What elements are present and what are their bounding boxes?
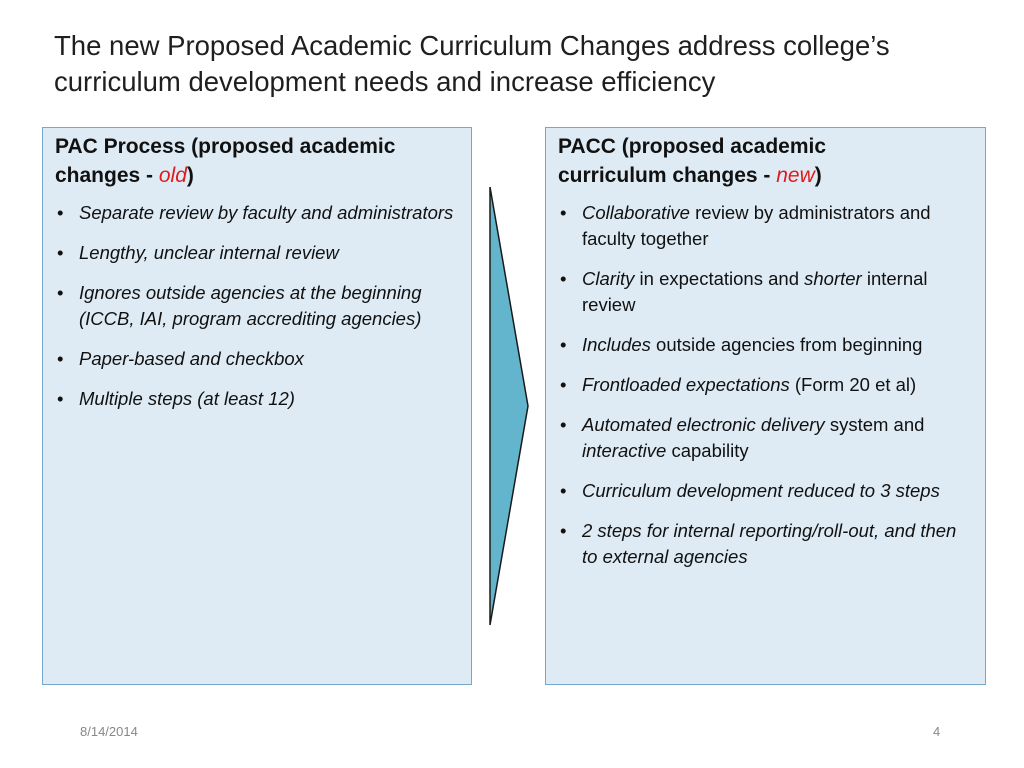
- item-emphasis: shorter: [804, 268, 862, 289]
- arrow-shape: [490, 187, 528, 625]
- item-emphasis: Frontloaded expectations: [582, 374, 790, 395]
- item-emphasis: interactive: [582, 440, 667, 461]
- item-text: internal review: [582, 268, 928, 315]
- footer-date: 8/14/2014: [80, 724, 138, 739]
- new-heading-prefix: curriculum changes -: [558, 164, 777, 187]
- old-heading-prefix: changes -: [55, 164, 159, 187]
- page-number: 4: [933, 724, 941, 739]
- item-emphasis: Curriculum development reduced to 3 steps: [582, 480, 940, 501]
- list-item: • Separate review by faculty and administrators: [55, 200, 457, 226]
- new-heading-line-1: PACC (proposed academic: [558, 135, 827, 158]
- new-heading-suffix: ): [814, 164, 822, 187]
- list-item: [558, 200, 971, 252]
- list-item: [558, 372, 971, 398]
- list-item: [558, 518, 971, 570]
- list-item: [558, 478, 971, 504]
- item-emphasis: Collaborative: [582, 202, 690, 223]
- old-heading-line-1: PAC Process (proposed academic: [55, 135, 396, 158]
- list-item: [558, 332, 971, 358]
- old-process-list: [55, 200, 457, 412]
- new-process-list: [558, 200, 971, 570]
- list-item: • Lengthy, unclear internal review: [55, 240, 457, 266]
- item-text: review by administrators and faculty together: [582, 202, 931, 249]
- new-process-panel: [545, 127, 986, 685]
- right-arrow-icon: [489, 186, 531, 626]
- list-item: [558, 412, 971, 464]
- title-line-1: The new Proposed Academic Curriculum Changes address college’s: [54, 30, 890, 61]
- old-process-panel: [42, 127, 472, 685]
- item-text: outside agencies from beginning: [650, 334, 923, 355]
- item-text: (Form 20 et al): [789, 374, 917, 395]
- item-text: in expectations and: [634, 268, 805, 289]
- item-text: capability: [666, 440, 749, 461]
- list-item: • Paper-based and checkbox: [55, 346, 457, 372]
- new-process-heading: [558, 132, 971, 190]
- title-line-2: curriculum development needs and increase efficiency: [54, 66, 716, 97]
- old-process-heading: [55, 132, 457, 190]
- item-emphasis: Automated electronic delivery: [582, 414, 825, 435]
- old-heading-highlight: old: [158, 164, 187, 187]
- slide-title: [54, 28, 994, 100]
- new-heading-highlight: new: [776, 164, 815, 187]
- list-item: [558, 266, 971, 318]
- old-heading-suffix: ): [186, 164, 194, 187]
- item-text: system and: [824, 414, 925, 435]
- item-emphasis: Includes: [582, 334, 651, 355]
- item-emphasis: 2 steps for internal reporting/roll-out, and then to external agencies: [582, 520, 957, 567]
- list-item: • Multiple steps (at least 12): [55, 386, 457, 412]
- item-emphasis: Clarity: [582, 268, 635, 289]
- list-item: • Ignores outside agencies at the beginning (ICCB, IAI, program accrediting agencies): [55, 280, 457, 332]
